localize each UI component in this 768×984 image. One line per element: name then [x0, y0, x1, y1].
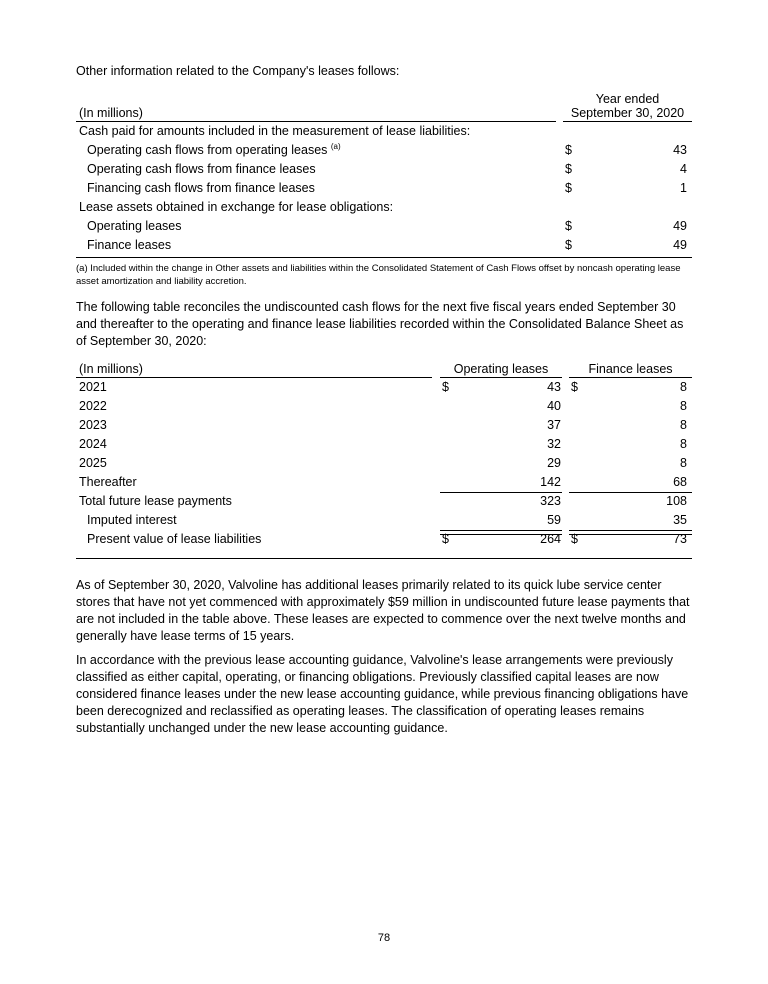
uncommenced-leases-paragraph: As of September 30, 2020, Valvoline has additional leases primarily related to its quick lube service center stores that have not yet commenced with approximately $59 million in undiscounted future lease payments that are not included in the table above. These leases are expected to commence over the next twelve months and generally have lease terms of 15 years.: [76, 578, 690, 643]
table-row: Finance leases $ 49: [87, 238, 687, 252]
table-row: Imputed interest 59 35: [87, 513, 687, 527]
intro-text: Other information related to the Company's leases follows:: [76, 64, 400, 78]
prior-guidance-paragraph: In accordance with the previous lease accounting guidance, Valvoline's lease arrangements were previously classified as either capital, operating, or financing obligations. Previously classified capital leases are now considered finance leases under the new lease accounting guidance, while previous financing obligations have been derecognized and reclassified as operating leases. The classification of operating leases remains substantially unchanged under the new lease accounting guidance.: [76, 653, 689, 735]
table-row: Operating cash flows from finance leases $ 4: [87, 162, 687, 176]
table-row-total: Total future lease payments 323 108: [76, 492, 692, 511]
page-number: 78: [377, 932, 391, 944]
units-label: (In millions): [79, 362, 143, 376]
table-row: 2022 40 8: [79, 399, 687, 413]
table-row: 2021 $ 43 $ 8: [79, 380, 687, 394]
table-header: [76, 360, 692, 378]
column-header: Year ended September 30, 2020: [570, 92, 685, 120]
table-header: [76, 90, 692, 122]
table-row: Operating leases $ 49: [87, 219, 687, 233]
footnote: (a) Included within the change in Other assets and liabilities within the Consolidated Statement of Cash Flows offset by noncash operating lease asset amortization and liability accretion.: [76, 263, 681, 287]
table-bottom-rule: [76, 257, 692, 258]
table-bottom-rule: [76, 558, 692, 559]
table-row: Operating cash flows from operating leases $^{(a)}$ $ 43: [87, 142, 687, 157]
lease-maturity-table: [76, 360, 692, 559]
column-header-operating: Operating leases: [453, 362, 549, 376]
reconciliation-intro: The following table reconciles the undiscounted cash flows for the next five fiscal years ended September 30 and thereafter to the operating and finance lease liabilities recorded within the Consolidated Balance Sheet as of September 30, 2020:: [76, 300, 684, 348]
table-row: 2023 37 8: [79, 418, 687, 432]
table-row: Thereafter 142 68: [79, 475, 687, 489]
footnote-ref: (a): [330, 142, 341, 151]
table-row-present-value: Present value of lease liabilities $ 264 $ 73: [76, 530, 692, 549]
table-row: Financing cash flows from finance leases $ 1: [87, 181, 687, 195]
table-row: Cash paid for amounts included in the measurement of lease liabilities:: [79, 124, 471, 138]
table-row: 2024 32 8: [79, 437, 687, 451]
table-row: Lease assets obtained in exchange for lease obligations:: [79, 200, 394, 214]
units-label: (In millions): [79, 106, 143, 120]
table-row: 2025 29 8: [79, 456, 687, 470]
lease-other-info-table: [76, 90, 692, 258]
column-header-finance: Finance leases: [588, 362, 673, 376]
